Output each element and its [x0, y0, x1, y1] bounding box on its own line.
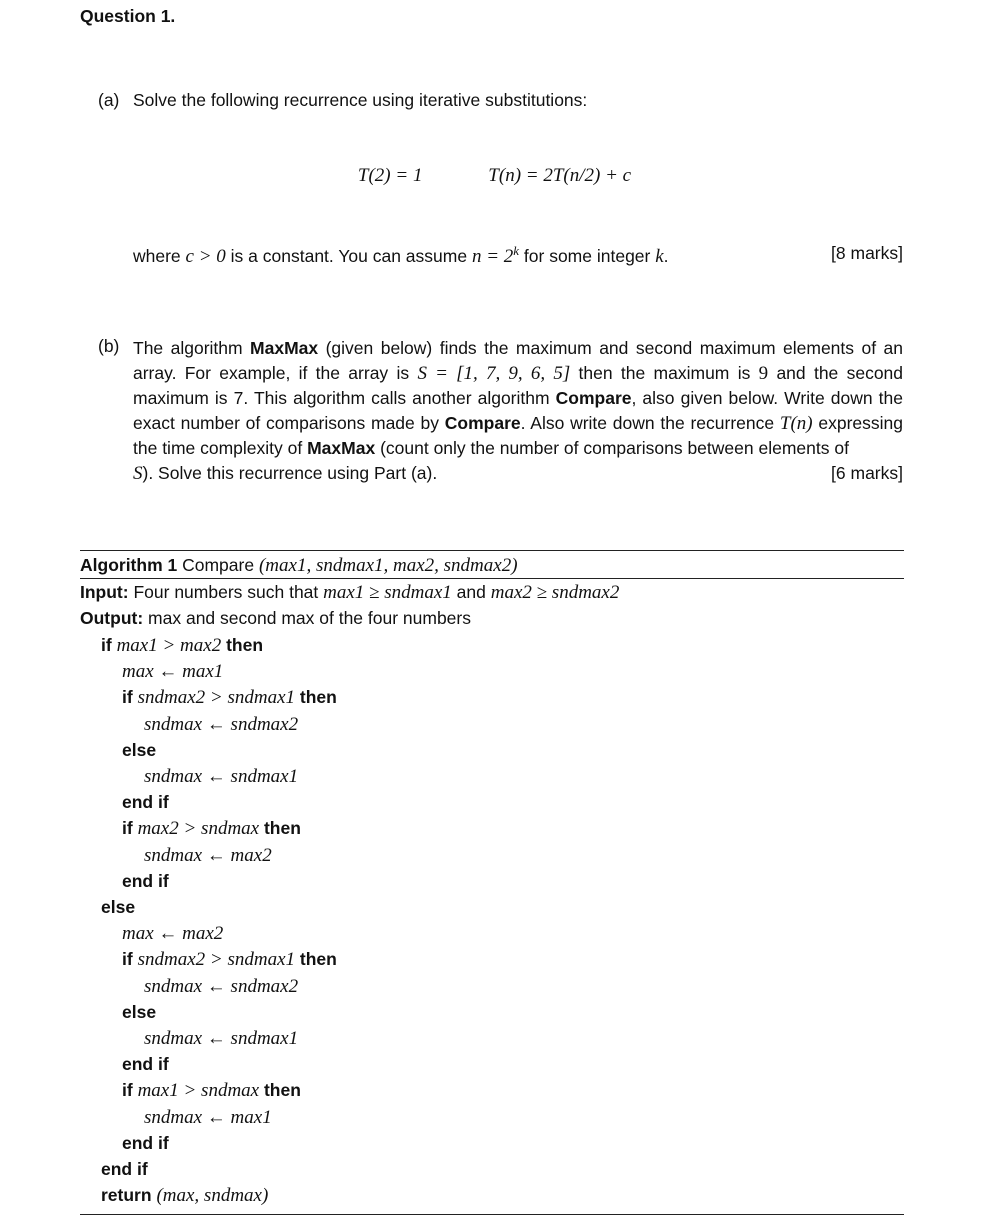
cond-n: n = 2 [471, 245, 514, 267]
line-math: (max, sndmax) [156, 1185, 269, 1207]
part-b-last-line [133, 461, 903, 487]
algorithm-line [144, 973, 298, 999]
input-cond-2: max2 ≥ sndmax2 [490, 582, 620, 603]
algorithm-label: Algorithm 1 [80, 555, 178, 575]
algorithm-line [122, 946, 337, 972]
maxmax-name-2: MaxMax [307, 438, 376, 458]
compare-name: Compare [555, 388, 632, 408]
recurrence-equation [0, 163, 989, 187]
algorithm-line [101, 632, 263, 658]
line-keyword: else [122, 739, 157, 760]
line-math: sndmax ← sndmax1 [144, 766, 299, 787]
line-keyword: end if [122, 1132, 169, 1153]
cond-prefix: where [133, 245, 186, 266]
line-math: max1 > sndmax [137, 1080, 260, 1102]
line-keyword: if [101, 635, 112, 655]
line-math: max2 > sndmax [137, 818, 260, 840]
algorithm-line [144, 842, 272, 868]
cond-k: k [655, 245, 664, 267]
line-math: sndmax ← sndmax2 [144, 713, 299, 735]
algorithm-line [144, 1104, 272, 1130]
question-title: Question 1. [80, 6, 176, 26]
algorithm-line [122, 868, 169, 894]
line-math: sndmax2 > sndmax1 [137, 949, 295, 971]
s-math: S [133, 462, 143, 484]
line-keyword: then [226, 635, 264, 655]
tn-math: T(n) [779, 412, 813, 434]
algorithm-line [122, 999, 156, 1025]
line-math: sndmax ← max1 [144, 1106, 272, 1128]
part-b-label: (b) [98, 336, 120, 356]
line-keyword: if [122, 818, 133, 839]
part-b-marks: [6 marks] [831, 462, 903, 483]
algorithm-line [101, 1182, 268, 1208]
algorithm-input [80, 579, 619, 605]
line-keyword: else [122, 1001, 157, 1022]
algorithm-line [122, 684, 337, 710]
line-math: sndmax ← sndmax1 [144, 1028, 299, 1049]
base-case: T(2) = 1 [357, 165, 423, 186]
line-keyword: if [122, 1080, 133, 1101]
line-keyword: return [101, 1185, 152, 1206]
line-math: sndmax ← max2 [144, 844, 272, 866]
algorithm-line [101, 1156, 148, 1182]
line-keyword: then [299, 949, 337, 970]
b-t7: expressing the time complexity of [133, 412, 903, 458]
part-a-condition [133, 243, 903, 268]
b-t9: ). Solve this recurrence using Part (a). [142, 462, 438, 483]
max-value: 9 [758, 362, 769, 384]
algorithm-line [122, 815, 301, 841]
part-b-text [133, 336, 903, 486]
b-t5: , also given below. Write down the exact number of comparisons made by [133, 388, 903, 433]
line-keyword: if [122, 687, 133, 708]
algorithm-line [144, 763, 298, 789]
algorithm-name: Compare [182, 555, 255, 575]
array-example: S = [1, 7, 9, 6, 5] [417, 362, 571, 384]
output-text: max and second max of the four numbers [148, 608, 471, 628]
algorithm-bottom-rule [80, 1214, 904, 1215]
part-a-label: (a) [98, 90, 120, 110]
line-keyword: if [122, 949, 133, 970]
line-math: sndmax ← sndmax2 [144, 975, 299, 997]
algorithm-line [122, 1130, 169, 1156]
algorithm-line [122, 1051, 169, 1077]
cond-exp: k [513, 243, 520, 258]
algorithm-line [101, 894, 135, 920]
input-label: Input: [80, 582, 129, 602]
output-label: Output: [80, 608, 144, 628]
algorithm-header [80, 555, 518, 577]
algorithm-top-rule [80, 550, 904, 551]
input-and: and [451, 582, 491, 602]
line-keyword: end if [122, 792, 169, 813]
b-t6: . Also write down the recurrence [520, 412, 780, 433]
cond-end: . [663, 245, 669, 266]
line-keyword: else [101, 897, 136, 917]
line-keyword: end if [101, 1159, 148, 1179]
line-keyword: end if [122, 1054, 169, 1075]
algorithm-line [122, 658, 223, 684]
input-text: Four numbers such that [133, 582, 324, 602]
cond-math: c > 0 [185, 245, 226, 267]
maxmax-name: MaxMax [250, 338, 319, 358]
part-a-intro: Solve the following recurrence using iterative substitutions: [133, 90, 588, 110]
recurrence-formula: T(n) = 2T(n/2) + c [488, 165, 632, 186]
b-t1: The algorithm [133, 338, 251, 358]
algorithm-params: (max1, sndmax1, max2, sndmax2) [258, 555, 518, 576]
line-keyword: then [299, 687, 337, 708]
line-math: max ← max1 [122, 661, 224, 683]
input-cond-1: max1 ≥ sndmax1 [323, 582, 452, 603]
algorithm-line [144, 711, 298, 737]
b-t4: and the second maximum is 7. This algorithm calls another algorithm [133, 362, 904, 408]
line-math: max ← max2 [122, 923, 224, 945]
algorithm-line [122, 737, 156, 763]
cond-suffix: for some integer [519, 245, 656, 266]
b-t3: then the maximum is [570, 362, 759, 383]
b-t2: (given below) finds the maximum and second maximum elements of an array. For example, if the array is [133, 338, 903, 383]
b-t8: (count only the number of comparisons between elements of [375, 438, 849, 458]
line-math: max1 > max2 [116, 635, 222, 656]
line-math: sndmax2 > sndmax1 [137, 687, 295, 709]
line-keyword: end if [122, 870, 169, 891]
algorithm-line [122, 1077, 301, 1103]
algorithm-output [80, 605, 471, 631]
algorithm-line [122, 789, 169, 815]
compare-name-2: Compare [444, 412, 521, 433]
part-a-marks: [8 marks] [831, 243, 903, 263]
line-keyword: then [263, 818, 301, 839]
line-keyword: then [263, 1080, 301, 1101]
cond-mid: is a constant. You can assume [225, 245, 472, 266]
algorithm-line [122, 920, 223, 946]
algorithm-line [144, 1025, 298, 1051]
